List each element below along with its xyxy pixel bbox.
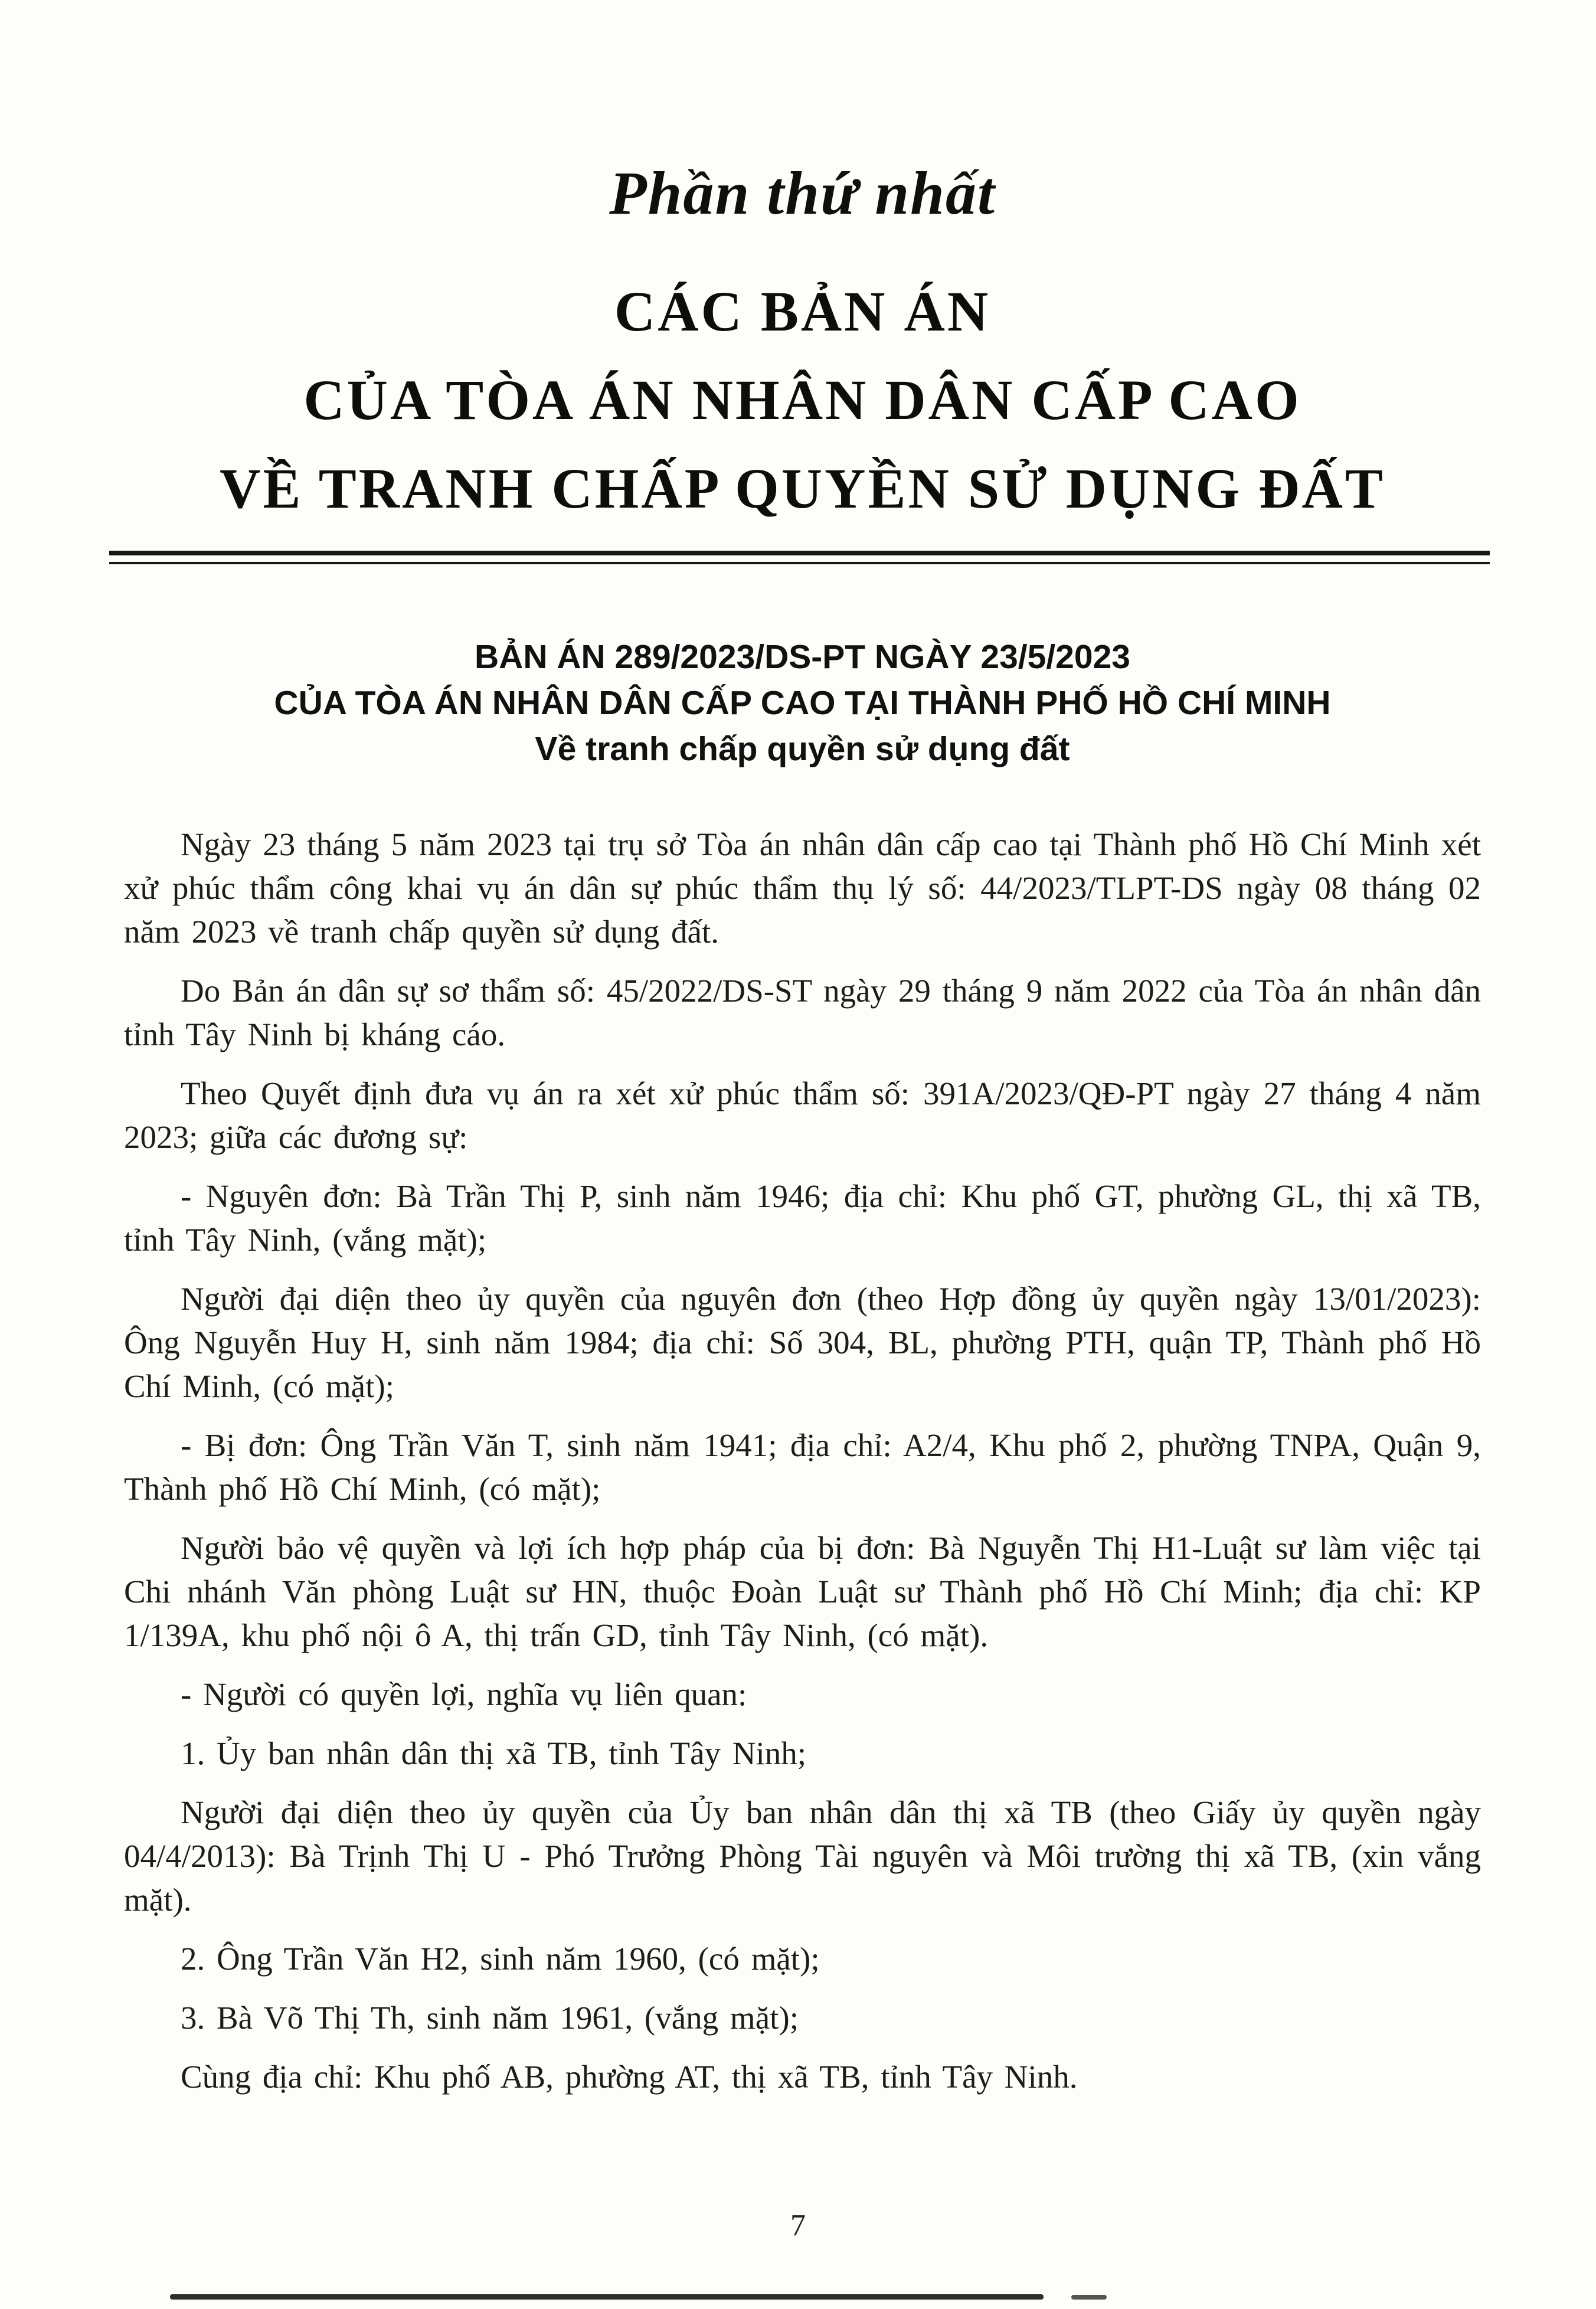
- case-heading-line-2: CỦA TÒA ÁN NHÂN DÂN CẤP CAO TẠI THÀNH PHỐ HỒ CHÍ MINH: [274, 684, 1331, 722]
- section-divider-rule: [109, 551, 1490, 564]
- part-title: Phần thứ nhất: [609, 159, 996, 227]
- body-paragraph: - Nguyên đơn: Bà Trần Thị P, sinh năm 1946; địa chỉ: Khu phố GT, phường GL, thị xã TB, tỉnh Tây Ninh, (vắng mặt);: [124, 1178, 1481, 1258]
- body-paragraph: - Người có quyền lợi, nghĩa vụ liên quan:: [181, 1676, 747, 1712]
- case-heading-line-1: BẢN ÁN 289/2023/DS-PT NGÀY 23/5/2023: [475, 638, 1130, 676]
- scan-artifact-dot: [1071, 2295, 1107, 2300]
- body-paragraph: 1. Ủy ban nhân dân thị xã TB, tỉnh Tây Ninh;: [181, 1735, 807, 1771]
- main-heading-line-2: CỦA TÒA ÁN NHÂN DÂN CẤP CAO: [303, 368, 1301, 431]
- page-number: 7: [790, 2209, 806, 2242]
- body-paragraph: Người đại diện theo ủy quyền của nguyên đơn (theo Hợp đồng ủy quyền ngày 13/01/2023): Ông Nguyễn Huy H, sinh năm 1984; địa chỉ: Số 304, BL, phường PTH, quận TP, Thành phố Hồ Chí Minh, (có mặt);: [124, 1281, 1481, 1404]
- main-heading-line-3: VỀ TRANH CHẤP QUYỀN SỬ DỤNG ĐẤT: [220, 457, 1385, 520]
- body-paragraph: Người bảo vệ quyền và lợi ích hợp pháp của bị đơn: Bà Nguyễn Thị H1-Luật sư làm việc tại Chi nhánh Văn phòng Luật sư HN, thuộc Đoàn Luật sư Thành phố Hồ Chí Minh; địa chỉ: KP 1/139A, khu phố nội ô A, thị trấn GD, tỉnh Tây Ninh, (có mặt).: [124, 1530, 1481, 1653]
- body-paragraph: Ngày 23 tháng 5 năm 2023 tại trụ sở Tòa án nhân dân cấp cao tại Thành phố Hồ Chí Minh xét xử phúc thẩm công khai vụ án dân sự phúc thẩm thụ lý số: 44/2023/TLPT-DS ngày 08 tháng 02 năm 2023 về tranh chấp quyền sử dụng đất.: [124, 826, 1481, 950]
- body-paragraph: Cùng địa chỉ: Khu phố AB, phường AT, thị xã TB, tỉnh Tây Ninh.: [181, 2059, 1078, 2095]
- body-paragraph: 3. Bà Võ Thị Th, sinh năm 1961, (vắng mặt);: [181, 2000, 799, 2036]
- body-paragraph: 2. Ông Trần Văn H2, sinh năm 1960, (có mặt);: [181, 1941, 820, 1977]
- case-heading: [124, 634, 1481, 772]
- main-heading: [124, 267, 1481, 533]
- body-paragraph: - Bị đơn: Ông Trần Văn T, sinh năm 1941; địa chỉ: A2/4, Khu phố 2, phường TNPA, Quận 9, Thành phố Hồ Chí Minh, (có mặt);: [124, 1427, 1481, 1507]
- body-paragraph: Do Bản án dân sự sơ thẩm số: 45/2022/DS-ST ngày 29 tháng 9 năm 2022 của Tòa án nhân dân tỉnh Tây Ninh bị kháng cáo.: [124, 973, 1481, 1052]
- case-heading-line-3: Về tranh chấp quyền sử dụng đất: [535, 730, 1070, 768]
- main-heading-line-1: CÁC BẢN ÁN: [614, 280, 991, 343]
- body-paragraph: Theo Quyết định đưa vụ án ra xét xử phúc thẩm số: 391A/2023/QĐ-PT ngày 27 tháng 4 năm 2023; giữa các đương sự:: [124, 1075, 1481, 1155]
- body-paragraph: Người đại diện theo ủy quyền của Ủy ban nhân dân thị xã TB (theo Giấy ủy quyền ngày 04/4/2013): Bà Trịnh Thị U - Phó Trưởng Phòng Tài nguyên và Môi trường thị xã TB, (xin vắng mặt).: [124, 1794, 1481, 1918]
- scan-artifact-line: [170, 2294, 1044, 2300]
- judgment-body: [124, 823, 1481, 2099]
